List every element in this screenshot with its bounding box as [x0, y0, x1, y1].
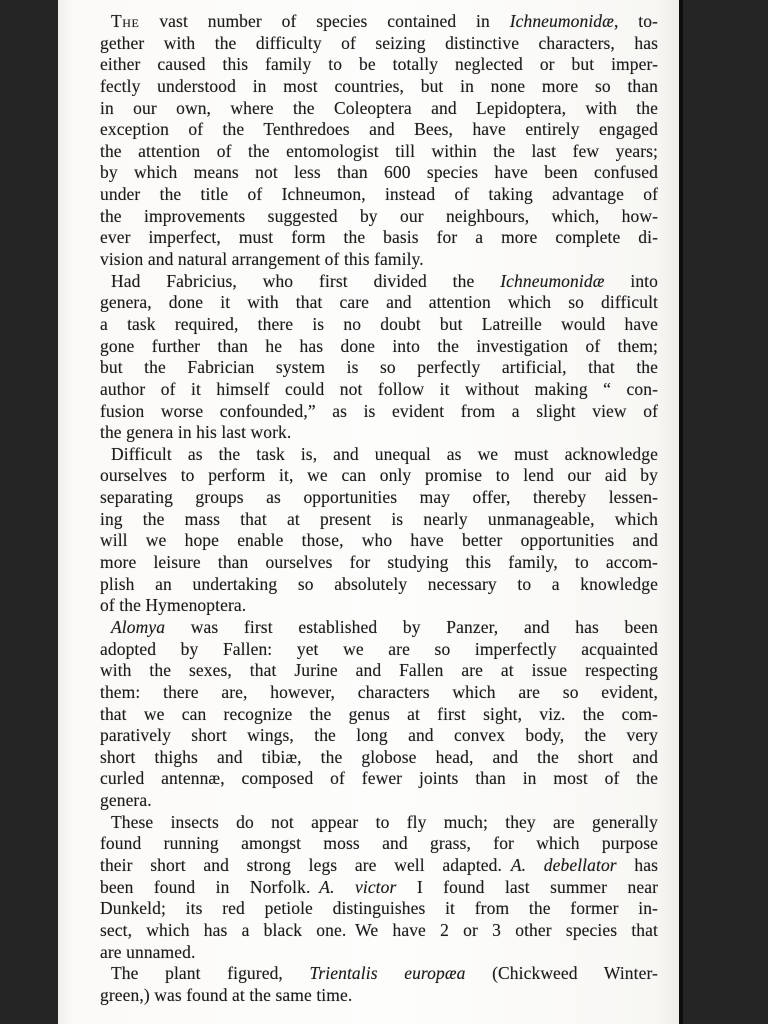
- text-line: [100, 595, 658, 617]
- text-line: [100, 76, 658, 98]
- text-line: [100, 985, 658, 1007]
- text-line: [100, 487, 658, 509]
- body-text: will we hope enable those, who have better opportunities and: [100, 530, 658, 551]
- body-text: separating groups as opportunities may offer, thereby lessen-: [100, 487, 658, 508]
- body-text: These insects do not appear to fly much; they are generally: [111, 811, 658, 832]
- body-text: genera.: [100, 790, 152, 811]
- text-line: [100, 292, 658, 314]
- body-text: been found in Norfolk.: [100, 876, 320, 897]
- body-text: into: [604, 270, 658, 291]
- body-text: but the Fabrician system is so perfectly artificial, that the: [100, 357, 658, 378]
- text-line: [100, 768, 658, 790]
- smallcaps-text: The: [111, 11, 140, 31]
- body-text: found running amongst moss and grass, for which purpose: [100, 833, 658, 854]
- right-scan-border: [679, 0, 768, 1024]
- body-text: green,) was found at the same time.: [100, 984, 353, 1005]
- scanned-book-page: [58, 0, 679, 1024]
- body-text: , to-: [613, 11, 658, 31]
- body-text: more leisure than ourselves for studying this family, to accom-: [100, 552, 658, 573]
- text-line: [100, 249, 658, 271]
- italic-text: Ichneumonidæ: [500, 270, 605, 291]
- text-line: [100, 682, 658, 704]
- body-text: author of it himself could not follow it without making “ con-: [100, 378, 658, 399]
- body-text: The plant figured,: [111, 963, 310, 984]
- body-text: the genera in his last work.: [100, 422, 292, 443]
- body-text: paratively short wings, the long and convex body, the very: [100, 725, 658, 746]
- body-text: Dunkeld; its red petiole distinguishes it from the former in-: [100, 898, 658, 919]
- text-line: [100, 509, 658, 531]
- text-line: [100, 898, 658, 920]
- text-line: [100, 379, 658, 401]
- body-text: by which means not less than 600 species have been confused: [100, 162, 658, 183]
- body-text: (Chickweed Winter-: [465, 963, 658, 984]
- text-line: [100, 617, 658, 639]
- text-line: [100, 184, 658, 206]
- body-text: adopted by Fallen: yet we are so imperfectly acquainted: [100, 638, 658, 659]
- text-line: [100, 465, 658, 487]
- body-text: curled antennæ, composed of fewer joints than in most of the: [100, 768, 658, 789]
- body-text: that we can recognize the genus at first sight, viz. the com-: [100, 703, 658, 724]
- text-line: [100, 812, 658, 834]
- italic-text: Trientalis europæa: [309, 963, 466, 984]
- body-text: a task required, there is no doubt but Latreille would have: [100, 313, 658, 334]
- text-line: [100, 552, 658, 574]
- text-line: [100, 54, 658, 76]
- body-text: ing the mass that at present is nearly unmanageable, which: [100, 508, 658, 529]
- body-text: was first established by Panzer, and has been: [165, 616, 658, 637]
- text-line: [100, 747, 658, 769]
- text-line: [100, 162, 658, 184]
- italic-text: Alomya: [111, 616, 166, 637]
- body-text: the improvements suggested by our neighbours, which, how-: [100, 205, 658, 226]
- body-text: either caused this family to be totally neglected or but imper-: [100, 54, 658, 75]
- text-line: [100, 963, 658, 985]
- text-line: [100, 98, 658, 120]
- body-text: fusion worse confounded,” as is evident from a slight view of: [100, 400, 658, 421]
- body-text: fectly understood in most countries, but in none more so than: [100, 75, 658, 96]
- body-text: short thighs and tibiæ, the globose head, and the short and: [100, 746, 658, 767]
- body-text: I found last summer near: [396, 876, 658, 897]
- text-line: [100, 790, 658, 812]
- italic-text: Ichneumonidæ: [509, 11, 614, 31]
- text-line: [100, 357, 658, 379]
- text-line: [100, 942, 658, 964]
- text-line: [100, 422, 658, 444]
- body-text: sect, which has a black one. We have 2 or 3 other species that: [100, 919, 658, 940]
- text-line: [100, 141, 658, 163]
- text-line: [100, 271, 658, 293]
- text-line: [100, 530, 658, 552]
- text-line: [100, 855, 658, 877]
- text-line: [100, 660, 658, 682]
- text-line: [100, 833, 658, 855]
- text-line: [100, 206, 658, 228]
- italic-text: A. victor: [319, 876, 397, 897]
- text-line: [100, 227, 658, 249]
- body-text: the attention of the entomologist till within the last few years;: [100, 140, 658, 161]
- body-text: ourselves to perform it, we can only promise to lend our aid by: [100, 465, 658, 486]
- body-text: under the title of Ichneumon, instead of taking advantage of: [100, 184, 658, 205]
- text-line: [100, 639, 658, 661]
- text-line: [100, 33, 658, 55]
- body-text: with the sexes, that Jurine and Fallen are at issue respecting: [100, 660, 658, 681]
- body-text: vast number of species contained in: [139, 11, 510, 31]
- text-line: [100, 11, 658, 33]
- body-text: gone further than he has done into the investigation of them;: [100, 335, 658, 356]
- body-text: Difficult as the task is, and unequal as we must acknowledge: [111, 443, 658, 464]
- body-text: has: [616, 854, 658, 875]
- text-line: [100, 877, 658, 899]
- body-text: gether with the difficulty of seizing distinctive characters, has: [100, 32, 658, 53]
- text-line: [100, 336, 658, 358]
- text-line: [100, 920, 658, 942]
- text-line: [100, 725, 658, 747]
- body-text: exception of the Tenthredoes and Bees, have entirely engaged: [100, 119, 658, 140]
- left-scan-border: [0, 0, 58, 1024]
- text-line: [100, 119, 658, 141]
- body-text: vision and natural arrangement of this family.: [100, 249, 424, 270]
- body-text: are unnamed.: [100, 941, 196, 962]
- text-line: [100, 444, 658, 466]
- body-text: in our own, where the Coleoptera and Lepidoptera, with the: [100, 97, 658, 118]
- body-text: their short and strong legs are well adapted.: [100, 854, 511, 875]
- body-text: them: there are, however, characters which are so evident,: [100, 681, 658, 702]
- page-text-block: [100, 11, 658, 1006]
- body-text: Had Fabricius, who first divided the: [111, 270, 501, 291]
- text-line: [100, 314, 658, 336]
- text-line: [100, 704, 658, 726]
- body-text: of the Hymenoptera.: [100, 595, 247, 616]
- body-text: ever imperfect, must form the basis for a more complete di-: [100, 227, 658, 248]
- italic-text: A. debellator: [510, 854, 617, 875]
- body-text: genera, done it with that care and attention which so difficult: [100, 292, 658, 313]
- body-text: plish an undertaking so absolutely necessary to a knowledge: [100, 573, 658, 594]
- text-line: [100, 574, 658, 596]
- text-line: [100, 401, 658, 423]
